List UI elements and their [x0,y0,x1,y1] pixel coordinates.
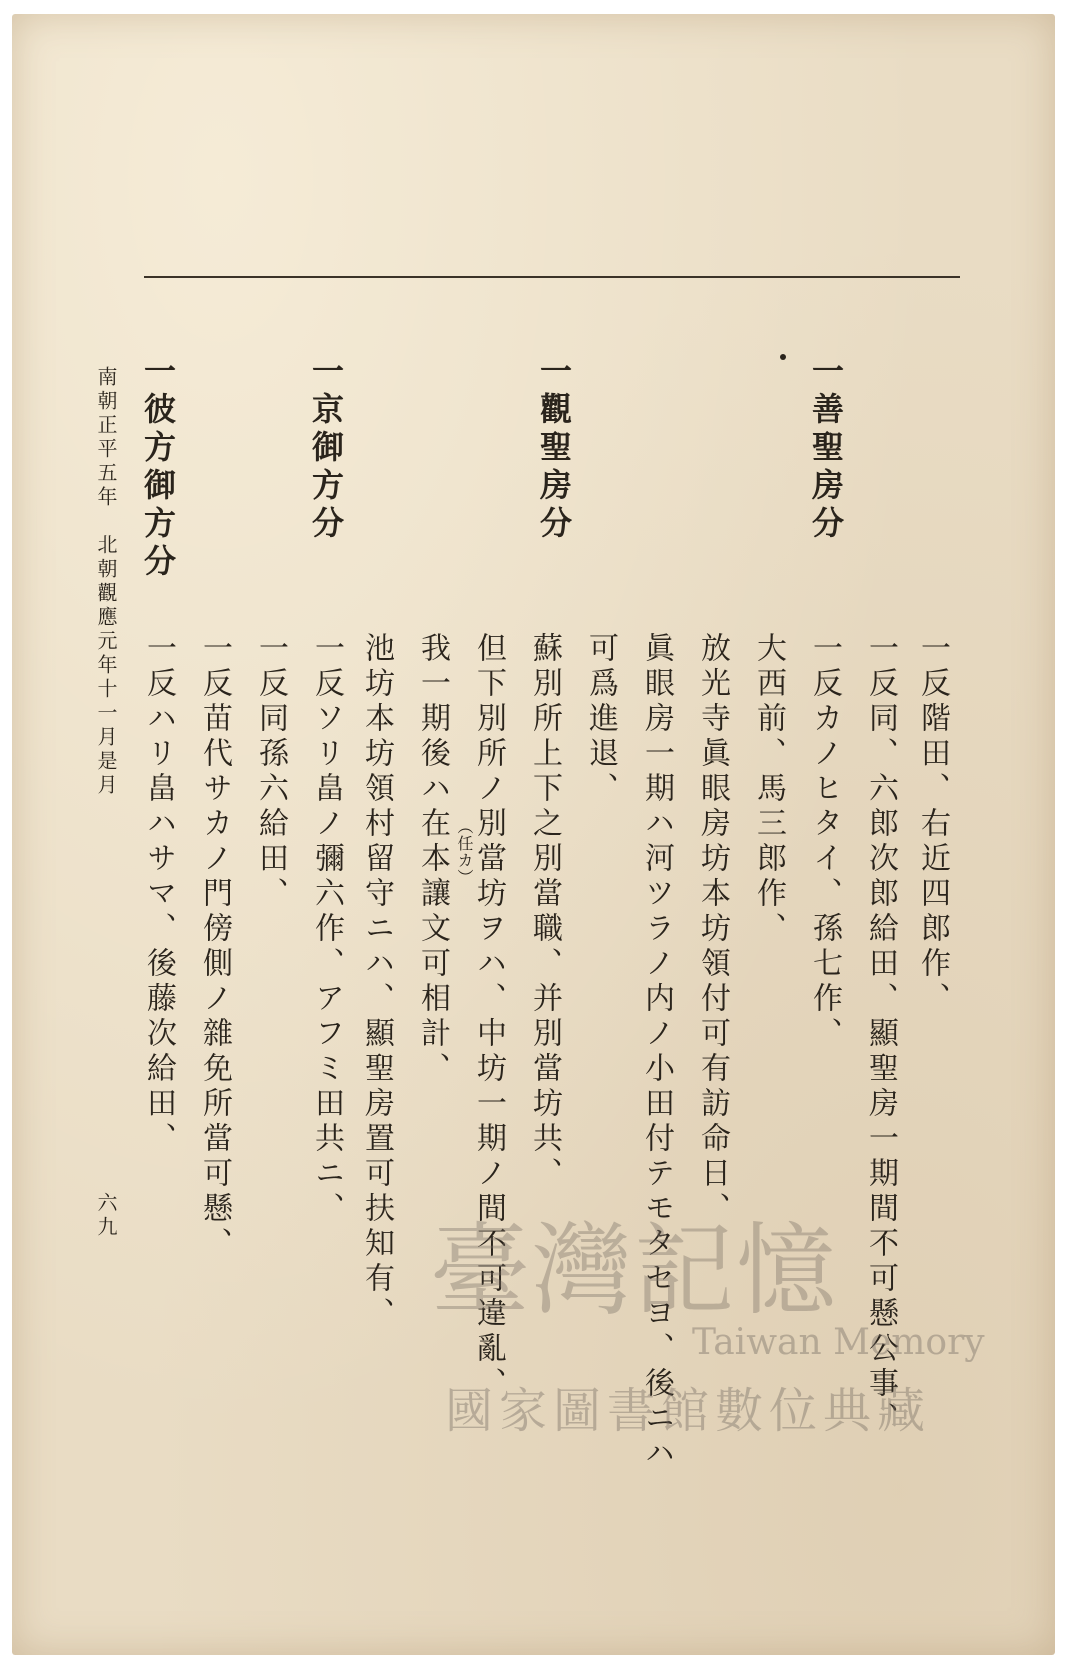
text-column-14: 一反苗代サカノ門傍側ノ雜免所當可懸、 [197,632,232,1262]
running-head: 南朝正平五年 北朝觀應元年十一月是月 [94,366,118,798]
heading-kanata-okata: 一彼方御方分 [139,354,177,582]
text-column-6: 眞眼房一期ハ河ツラノ内ノ小田付テモタセヨ、後ニハ [639,632,674,1472]
watermark-chinese: 國家圖書館數位典藏 [445,1383,932,1439]
header-rule [144,276,960,278]
text-column-11: 池坊本坊領村留守ニハ、顯聖房置可扶知有、 [359,632,394,1332]
text-column-8: 蘇別所上下之別當職、并別當坊共、 [527,632,562,1192]
ink-speck [780,354,786,360]
text-column-1: 一反階田、右近四郎作、 [915,632,950,1017]
heading-kyo-okata: 一京御方分 [307,354,345,544]
text-column-4: 大西前、馬三郎作、 [751,632,786,947]
text-column-2: 一反同、六郎次郎給田、顯聖房一期間不可懸公事、 [863,632,898,1437]
text-column-15: 一反ハリ畠ハサマ、後藤次給田、 [141,632,176,1157]
heading-kansho-bo: 一觀聖房分 [535,354,573,544]
interlinear-note: （任カ） [455,818,474,886]
watermark-calligraphy: 臺灣記憶 [430,1212,838,1329]
text-column-12: 一反ソリ畠ノ彌六作、アフミ田共ニ、 [309,632,344,1227]
text-column-7: 可爲進退、 [583,632,618,807]
text-column-9: 但下別所ノ別當坊ヲハ、中坊一期ノ間不可違亂、 [471,632,506,1402]
text-column-3: 一反カノヒタイ、孫七作、 [807,632,842,1052]
page-number: 六九 [94,1192,118,1240]
text-column-10: 我一期後ハ在本讓文可相計、 [415,632,450,1087]
heading-zensho-bo: 一善聖房分 [807,354,845,544]
text-column-13: 一反同孫六給田、 [253,632,288,912]
watermark-english: Taiwan Memory [692,1322,985,1363]
text-column-5: 放光寺眞眼房坊本坊領付可有訪命日、 [695,632,730,1227]
